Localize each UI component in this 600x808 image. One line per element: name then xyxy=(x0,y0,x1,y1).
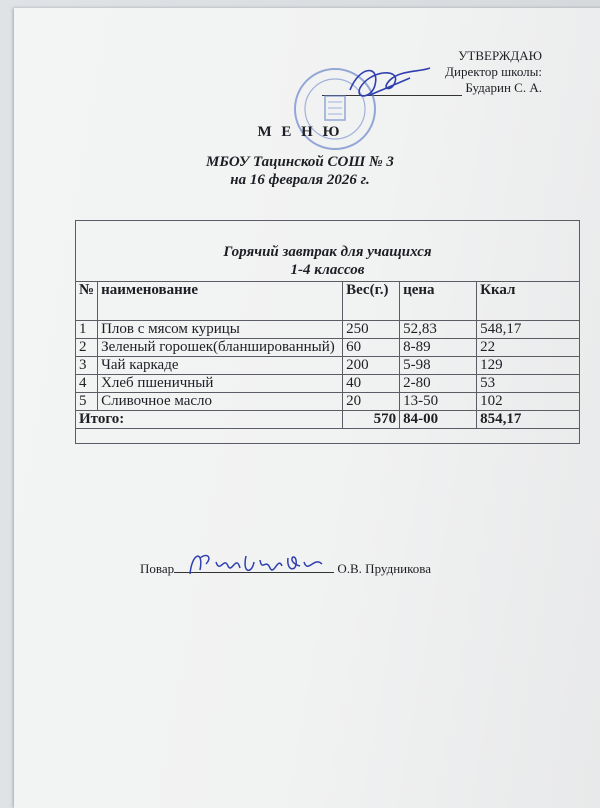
dish-name: Зеленый горошек(бланшированный) xyxy=(98,339,343,357)
total-kcal: 854,17 xyxy=(477,411,580,429)
col-header-price: цена xyxy=(400,282,477,321)
dish-weight: 60 xyxy=(343,339,400,357)
table-row xyxy=(76,375,580,393)
cook-label: Повар xyxy=(140,561,175,576)
total-weight: 570 xyxy=(343,411,400,429)
school-and-date xyxy=(0,153,600,189)
dish-price: 13-50 xyxy=(400,393,477,411)
cook-name: О.В. Прудникова xyxy=(337,561,432,576)
row-number: 5 xyxy=(76,393,98,411)
col-header-name: наименование xyxy=(98,282,343,321)
dish-price: 5-98 xyxy=(400,357,477,375)
approval-position: Директор школы: xyxy=(445,64,542,79)
empty-cell xyxy=(76,429,580,444)
menu-table xyxy=(75,220,580,444)
dish-name: Сливочное масло xyxy=(98,393,343,411)
total-label: Итого: xyxy=(76,411,343,429)
dish-price: 2-80 xyxy=(400,375,477,393)
row-number: 1 xyxy=(76,321,98,339)
row-number: 3 xyxy=(76,357,98,375)
cook-signature xyxy=(182,544,332,582)
table-caption xyxy=(76,221,580,282)
dish-price: 8-89 xyxy=(400,339,477,357)
school-name: МБОУ Тацинской СОШ № 3 xyxy=(206,154,394,170)
dish-price: 52,83 xyxy=(400,321,477,339)
caption-row xyxy=(76,221,580,282)
dish-kcal: 53 xyxy=(477,375,580,393)
table-row xyxy=(76,339,580,357)
header-row xyxy=(76,282,580,321)
total-row xyxy=(76,411,580,429)
dish-name: Хлеб пшеничный xyxy=(98,375,343,393)
director-signature xyxy=(330,60,440,108)
total-price: 84-00 xyxy=(400,411,477,429)
dish-name: Плов с мясом курицы xyxy=(98,321,343,339)
dish-weight: 40 xyxy=(343,375,400,393)
approval-heading: УТВЕРЖДАЮ xyxy=(458,48,542,63)
dish-kcal: 129 xyxy=(477,357,580,375)
col-header-number: № xyxy=(76,282,98,321)
director-name: Бударин С. А. xyxy=(465,80,542,95)
menu-date: на 16 февраля 2026 г. xyxy=(230,172,370,188)
row-number: 4 xyxy=(76,375,98,393)
col-header-weight: Вес(г.) xyxy=(343,282,400,321)
dish-weight: 200 xyxy=(343,357,400,375)
caption-line-1: Горячий завтрак для учащихся xyxy=(223,244,432,260)
col-header-kcal: Ккал xyxy=(477,282,580,321)
dish-weight: 20 xyxy=(343,393,400,411)
dish-kcal: 22 xyxy=(477,339,580,357)
dish-kcal: 102 xyxy=(477,393,580,411)
table-row xyxy=(76,357,580,375)
empty-row xyxy=(76,429,580,444)
caption-line-2: 1-4 классов xyxy=(290,262,365,278)
dish-weight: 250 xyxy=(343,321,400,339)
dish-name: Чай каркаде xyxy=(98,357,343,375)
row-number: 2 xyxy=(76,339,98,357)
menu-title: М Е Н Ю xyxy=(257,124,343,140)
dish-kcal: 548,17 xyxy=(477,321,580,339)
table-row xyxy=(76,393,580,411)
table-row xyxy=(76,321,580,339)
